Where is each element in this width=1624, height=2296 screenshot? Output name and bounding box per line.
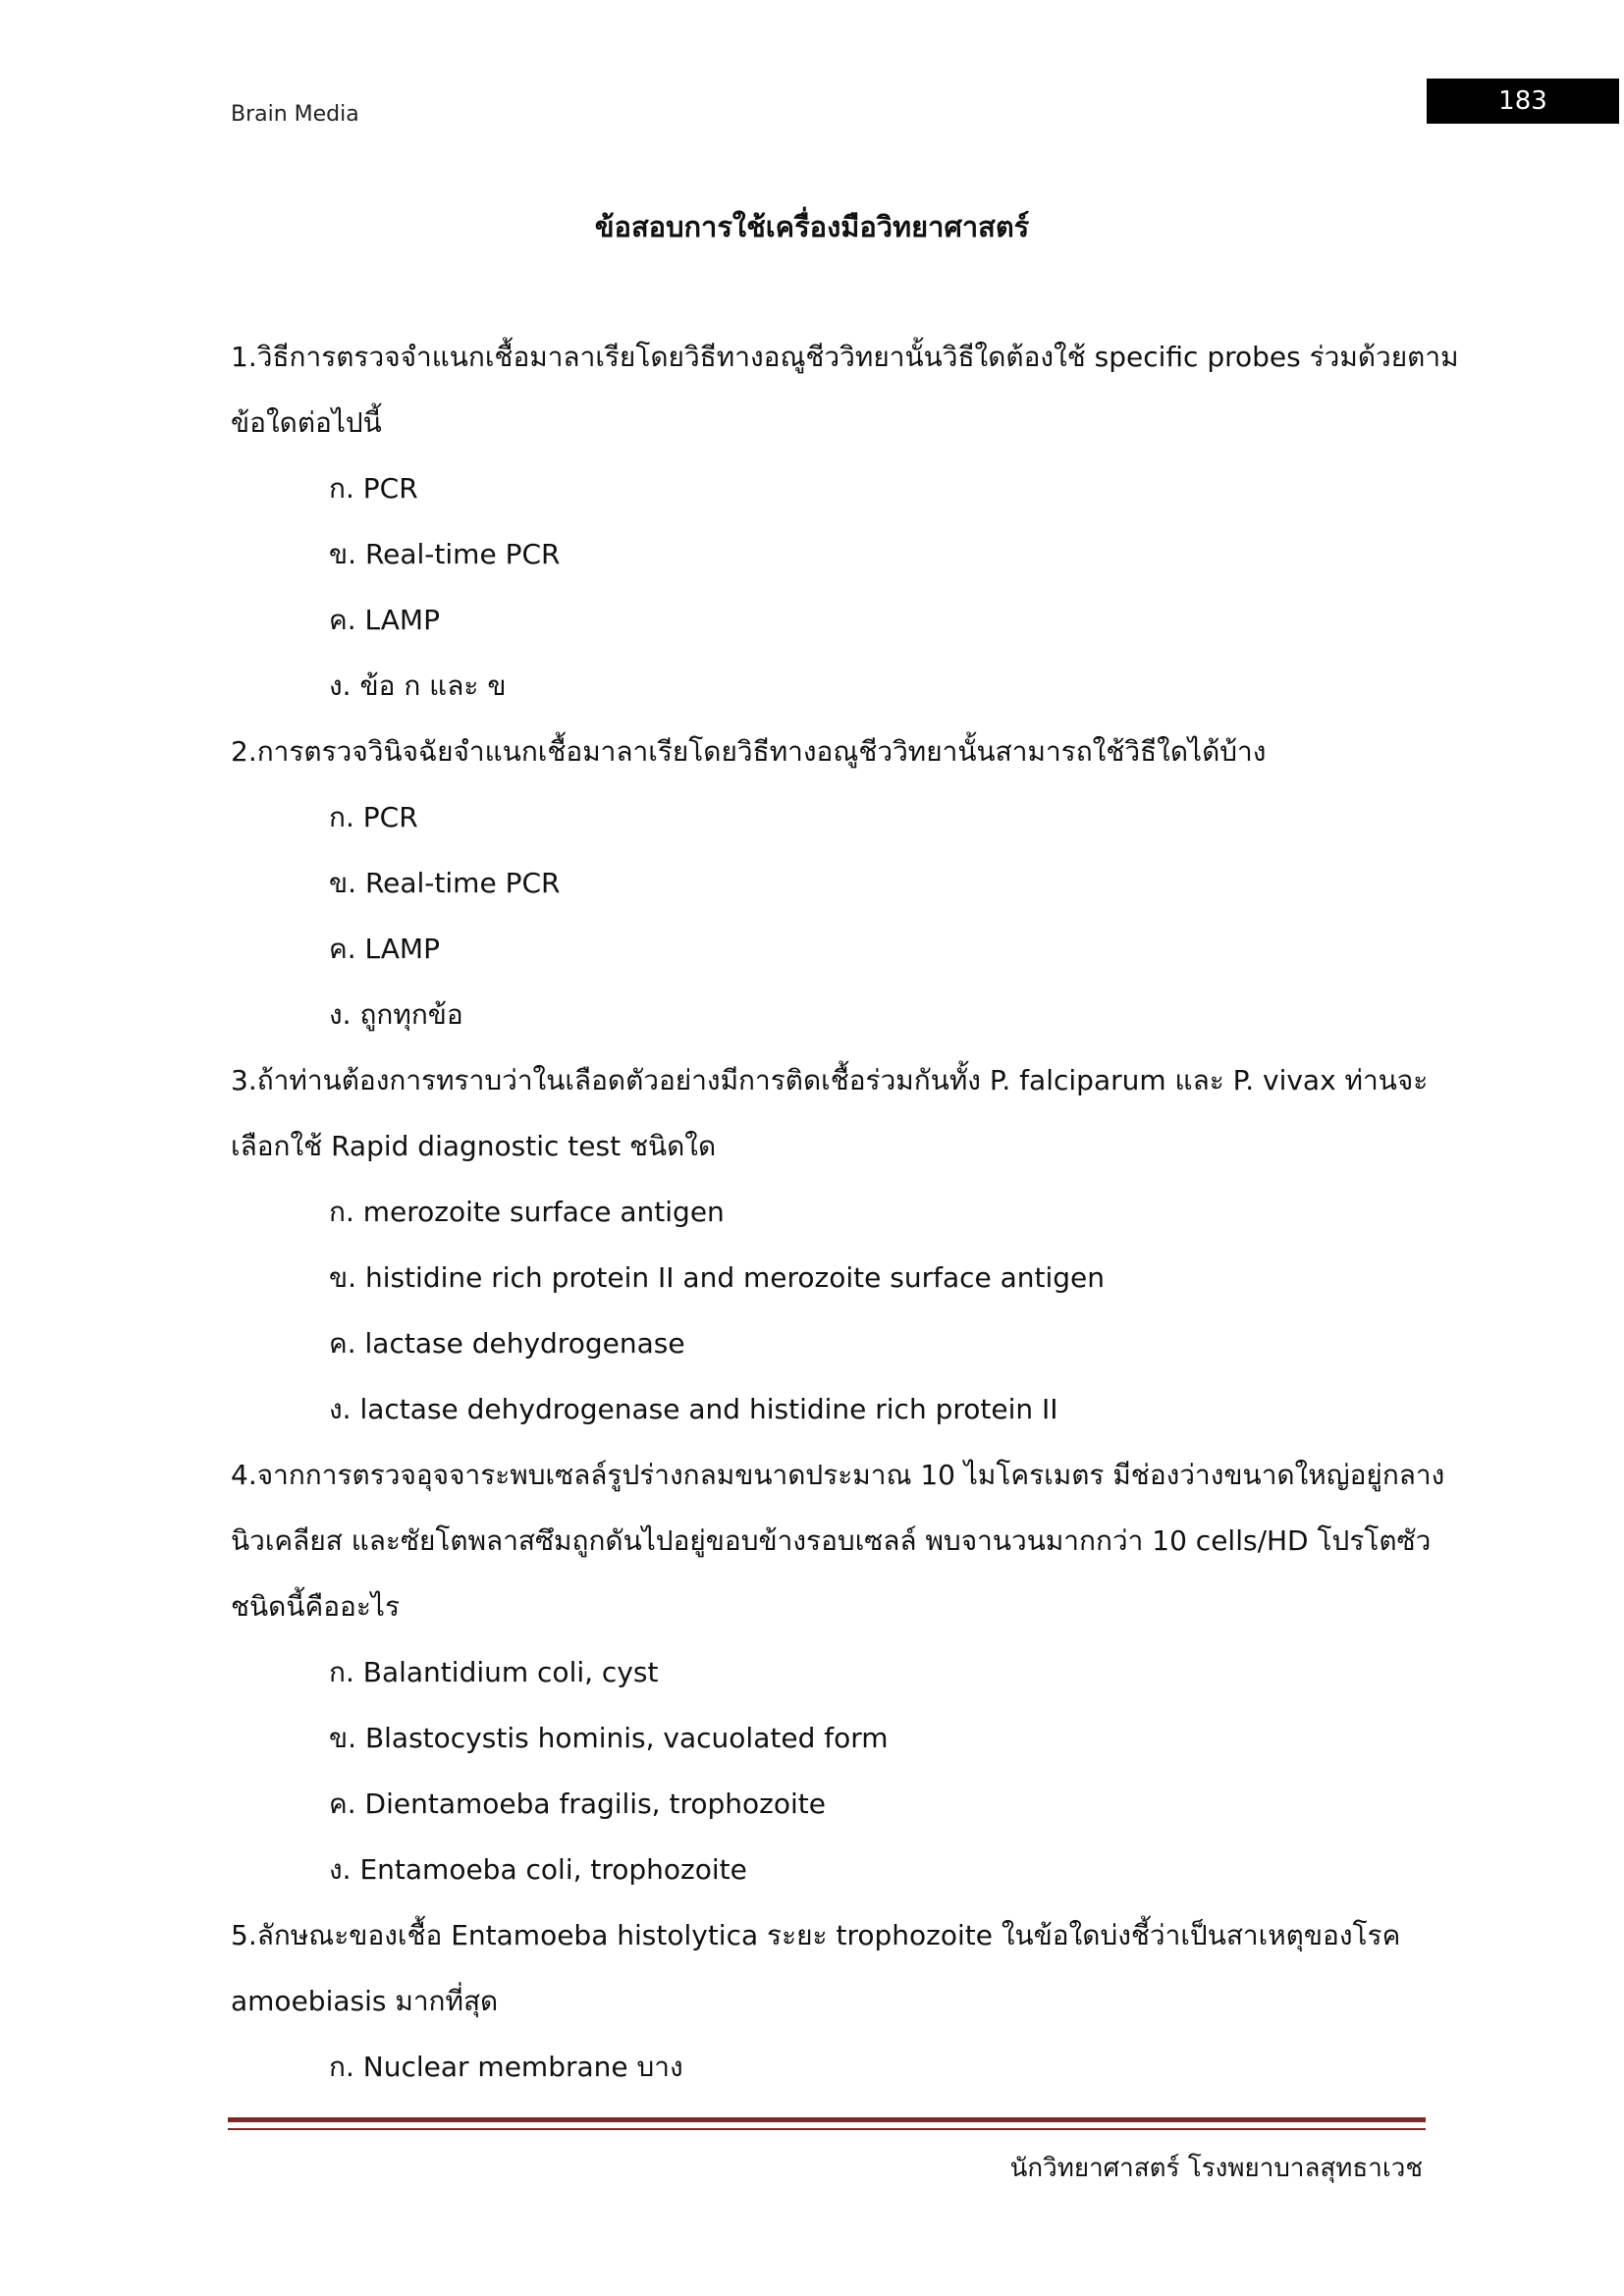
- question-text: ชนิดนี้คืออะไร: [231, 1590, 400, 1623]
- question-text: amoebiasis มากที่สุด: [231, 1985, 499, 2017]
- answer-option: ก. Nuclear membrane บาง: [329, 2051, 683, 2083]
- footer-rule-thin: [228, 2128, 1426, 2130]
- footer-rule-thick: [228, 2117, 1426, 2122]
- answer-option: ค. Dientamoeba fragilis, trophozoite: [329, 1788, 826, 1820]
- answer-option: ก. PCR: [329, 801, 418, 833]
- question-text: ข้อใดต่อไปนี้: [231, 406, 382, 439]
- question-text: 2.การตรวจวินิจฉัยจำแนกเชื้อมาลาเรียโดยวิธีทางอณูชีววิทยานั้นสามารถใช้วิธีใดได้บ้าง: [231, 735, 1267, 768]
- page-number-badge: [1427, 79, 1619, 124]
- exam-content: [231, 324, 1459, 2100]
- answer-option: ข. Real-time PCR: [329, 538, 561, 570]
- answer-option: ง. Entamoeba coli, trophozoite: [329, 1853, 747, 1886]
- answer-option: ค. LAMP: [329, 604, 440, 636]
- question-text: 3.ถ้าท่านต้องการทราบว่าในเลือดตัวอย่างมีการติดเชื้อร่วมกันทั้ง P. falciparum และ P. vivax ท่านจะ: [231, 1064, 1429, 1096]
- question-text: เลือกใช้ Rapid diagnostic test ชนิดใด: [231, 1130, 717, 1162]
- answer-option: ค. LAMP: [329, 933, 440, 965]
- header-publisher: Brain Media: [231, 102, 359, 127]
- question-text: 1.วิธีการตรวจจำแนกเชื้อมาลาเรียโดยวิธีทางอณูชีววิทยานั้นวิธีใดต้องใช้ specific probes ร่วมด้วยตาม: [231, 341, 1459, 373]
- page-number: 183: [1498, 86, 1547, 116]
- answer-option: ข. Real-time PCR: [329, 867, 561, 899]
- question-text: 4.จากการตรวจอุจจาระพบเซลล์รูปร่างกลมขนาดประมาณ 10 ไมโครเมตร มีช่องว่างขนาดใหญ่อยู่กลาง: [231, 1459, 1445, 1491]
- answer-option: ข. Blastocystis hominis, vacuolated form: [329, 1722, 889, 1754]
- question-text: นิวเคลียส และซัยโตพลาสซึมถูกดันไปอยู่ขอบข้างรอบเซลล์ พบจานวนมากกว่า 10 cells/HD โปรโตซัว: [231, 1524, 1432, 1557]
- answer-option: ง. ถูกทุกข้อ: [329, 998, 463, 1031]
- answer-option: ข. histidine rich protein II and merozoite surface antigen: [329, 1261, 1106, 1294]
- answer-option: ค. lactase dehydrogenase: [329, 1327, 685, 1360]
- footer-author: นักวิทยาศาสตร์ โรงพยาบาลสุทธาเวช: [1009, 2154, 1423, 2183]
- answer-option: ก. Balantidium coli, cyst: [329, 1656, 659, 1688]
- answer-option: ก. merozoite surface antigen: [329, 1196, 725, 1228]
- answer-option: ก. PCR: [329, 472, 418, 505]
- answer-option: ง. ข้อ ก และ ข: [329, 669, 507, 702]
- page-title: ข้อสอบการใช้เครื่องมือวิทยาศาสตร์: [594, 210, 1030, 243]
- answer-option: ง. lactase dehydrogenase and histidine rich protein II: [329, 1393, 1058, 1425]
- question-text: 5.ลักษณะของเชื้อ Entamoeba histolytica ระยะ trophozoite ในข้อใดบ่งชี้ว่าเป็นสาเหตุของโรค: [231, 1919, 1401, 1951]
